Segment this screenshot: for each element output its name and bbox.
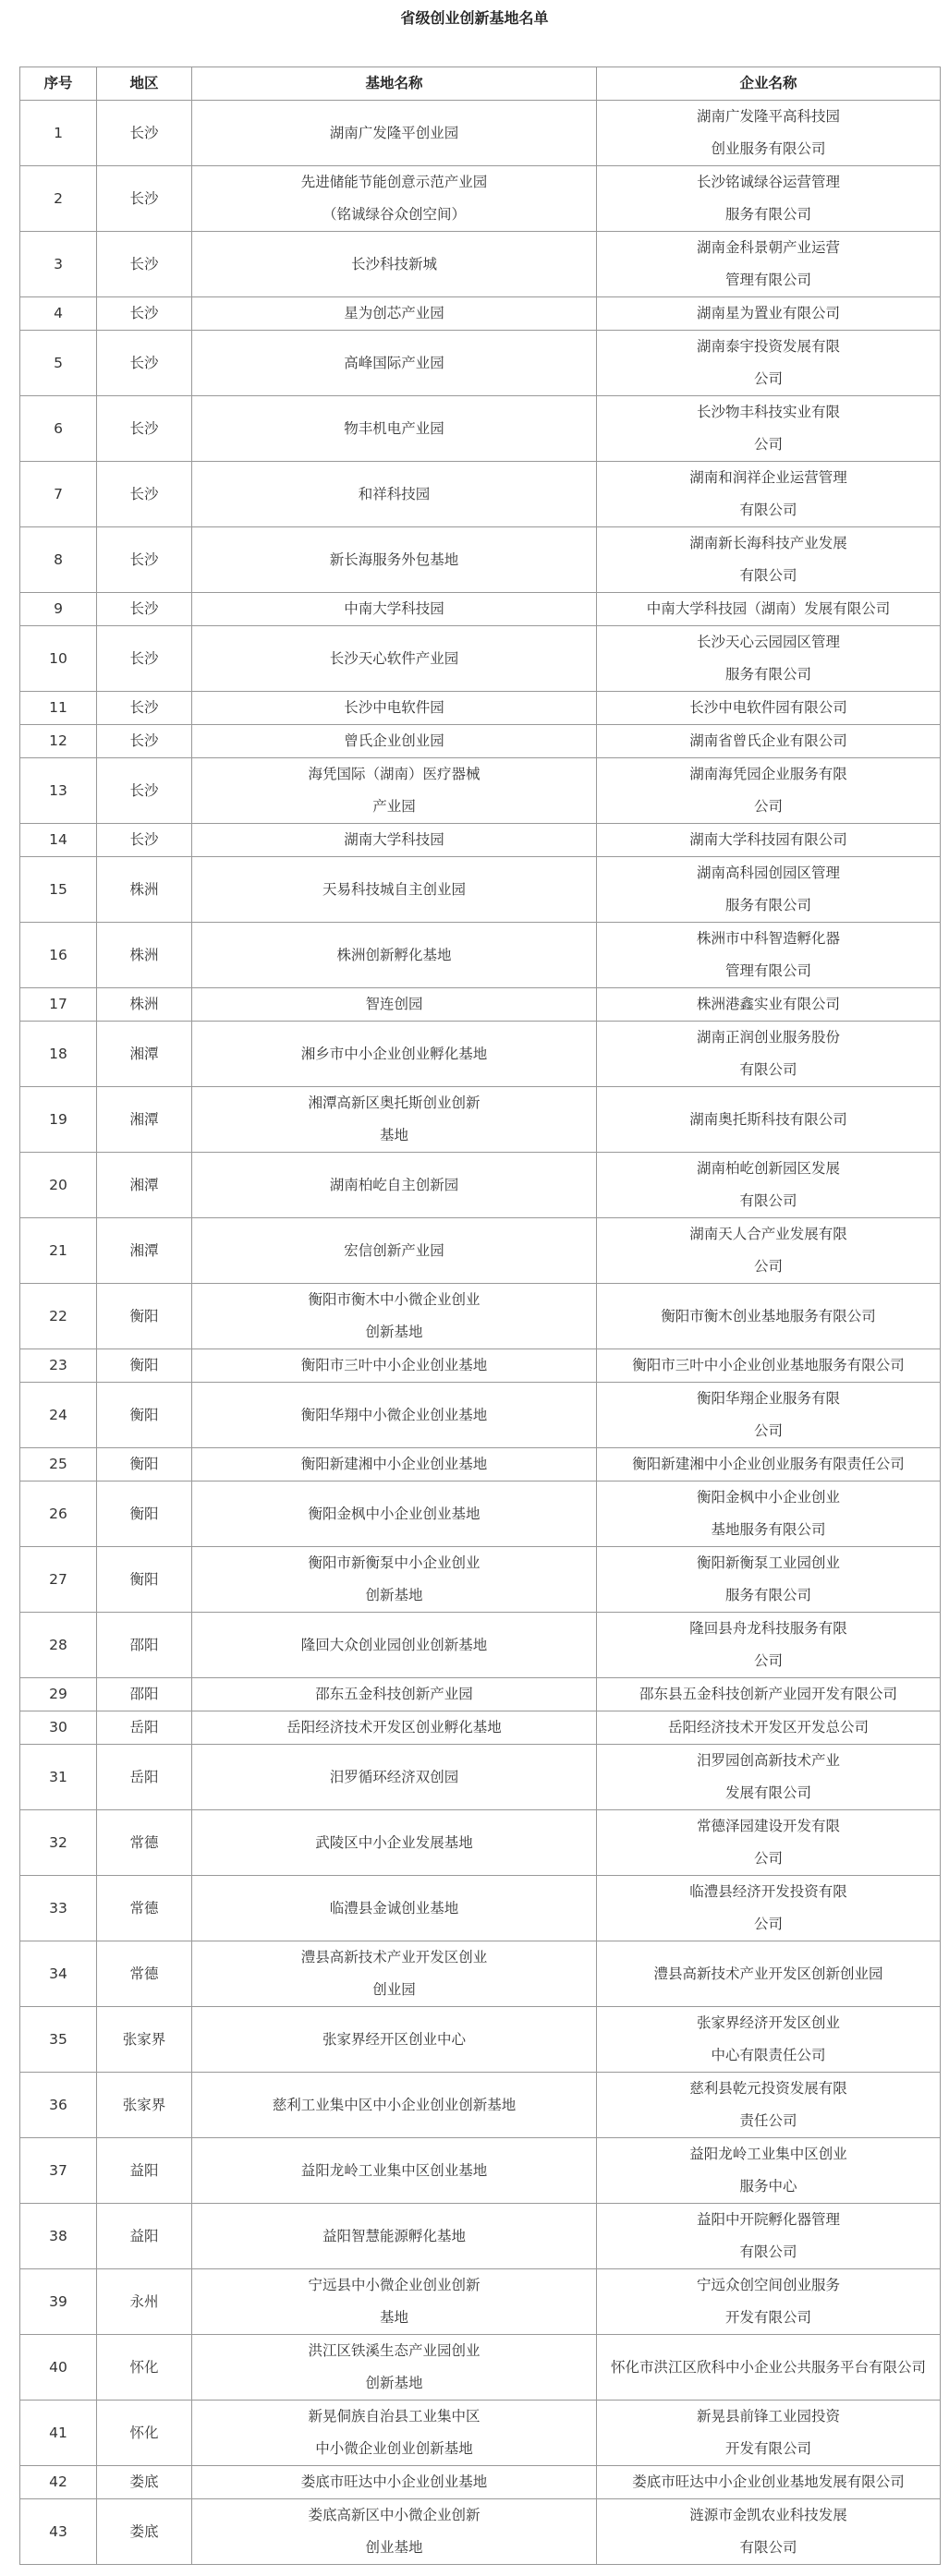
cell-base-name: 娄底市旺达中小企业创业基地 xyxy=(192,2466,597,2499)
table-row xyxy=(20,2466,941,2499)
table-row xyxy=(20,1349,941,1383)
cell-company-name: 湖南奥托斯科技有限公司 xyxy=(597,1087,941,1153)
cell-base-name: 娄底高新区中小微企业创新 创业基地 xyxy=(192,2499,597,2565)
cell-region: 湘潭 xyxy=(97,1087,192,1153)
cell-base-name: 衡阳金枫中小企业创业基地 xyxy=(192,1482,597,1547)
table-row xyxy=(20,725,941,758)
table-row xyxy=(20,857,941,923)
cell-region: 永州 xyxy=(97,2269,192,2335)
cell-base-name: 宁远县中小微企业创业创新 基地 xyxy=(192,2269,597,2335)
table-row xyxy=(20,988,941,1022)
cell-base-name: 中南大学科技园 xyxy=(192,593,597,626)
cell-company-name: 湖南广发隆平高科技园 创业服务有限公司 xyxy=(597,101,941,166)
table-row xyxy=(20,1448,941,1482)
table-row xyxy=(20,1153,941,1218)
table-row xyxy=(20,1218,941,1284)
cell-no: 5 xyxy=(20,331,97,396)
table-row xyxy=(20,2007,941,2073)
cell-region: 长沙 xyxy=(97,166,192,232)
cell-company-name: 湖南泰宇投资发展有限 公司 xyxy=(597,331,941,396)
cell-region: 衡阳 xyxy=(97,1547,192,1613)
cell-region: 长沙 xyxy=(97,824,192,857)
cell-no: 10 xyxy=(20,626,97,692)
cell-no: 28 xyxy=(20,1613,97,1678)
cell-company-name: 张家界经济开发区创业 中心有限责任公司 xyxy=(597,2007,941,2073)
cell-company-name: 株洲市中科智造孵化器 管理有限公司 xyxy=(597,923,941,988)
cell-region: 长沙 xyxy=(97,462,192,527)
cell-region: 湘潭 xyxy=(97,1218,192,1284)
cell-no: 21 xyxy=(20,1218,97,1284)
cell-no: 16 xyxy=(20,923,97,988)
cell-no: 41 xyxy=(20,2401,97,2466)
cell-region: 怀化 xyxy=(97,2401,192,2466)
table-row xyxy=(20,593,941,626)
cell-base-name: 湘乡市中小企业创业孵化基地 xyxy=(192,1022,597,1087)
cell-base-name: 武陵区中小企业发展基地 xyxy=(192,1810,597,1876)
cell-company-name: 邵东县五金科技创新产业园开发有限公司 xyxy=(597,1678,941,1711)
cell-no: 19 xyxy=(20,1087,97,1153)
cell-region: 怀化 xyxy=(97,2335,192,2401)
cell-no: 20 xyxy=(20,1153,97,1218)
cell-company-name: 慈利县乾元投资发展有限 责任公司 xyxy=(597,2073,941,2138)
cell-company-name: 湖南高科园创园区管理 服务有限公司 xyxy=(597,857,941,923)
cell-company-name: 衡阳新衡泵工业园创业 服务有限公司 xyxy=(597,1547,941,1613)
cell-no: 4 xyxy=(20,297,97,331)
cell-no: 35 xyxy=(20,2007,97,2073)
cell-no: 17 xyxy=(20,988,97,1022)
cell-region: 长沙 xyxy=(97,758,192,824)
table-row xyxy=(20,232,941,297)
cell-region: 邵阳 xyxy=(97,1613,192,1678)
cell-no: 23 xyxy=(20,1349,97,1383)
table-row xyxy=(20,527,941,593)
cell-base-name: 湖南广发隆平创业园 xyxy=(192,101,597,166)
cell-no: 43 xyxy=(20,2499,97,2565)
header-no: 序号 xyxy=(20,67,97,101)
cell-no: 24 xyxy=(20,1383,97,1448)
cell-base-name: 新晃侗族自治县工业集中区 中小微企业创业创新基地 xyxy=(192,2401,597,2466)
cell-no: 25 xyxy=(20,1448,97,1482)
cell-company-name: 湖南海凭园企业服务有限 公司 xyxy=(597,758,941,824)
cell-no: 32 xyxy=(20,1810,97,1876)
cell-no: 29 xyxy=(20,1678,97,1711)
cell-base-name: 长沙天心软件产业园 xyxy=(192,626,597,692)
cell-no: 27 xyxy=(20,1547,97,1613)
cell-company-name: 长沙天心云园园区管理 服务有限公司 xyxy=(597,626,941,692)
cell-company-name: 益阳龙岭工业集中区创业 服务中心 xyxy=(597,2138,941,2204)
table-row xyxy=(20,166,941,232)
cell-company-name: 汨罗园创高新技术产业 发展有限公司 xyxy=(597,1745,941,1810)
cell-base-name: 洪江区铁溪生态产业园创业 创新基地 xyxy=(192,2335,597,2401)
page-title: 省级创业创新基地名单 xyxy=(400,9,549,27)
cell-base-name: 衡阳新建湘中小企业创业基地 xyxy=(192,1448,597,1482)
cell-base-name: 澧县高新技术产业开发区创业 创业园 xyxy=(192,1941,597,2007)
cell-company-name: 隆回县舟龙科技服务有限 公司 xyxy=(597,1613,941,1678)
table-row xyxy=(20,396,941,462)
cell-base-name: 长沙中电软件园 xyxy=(192,692,597,725)
cell-region: 娄底 xyxy=(97,2466,192,2499)
cell-region: 张家界 xyxy=(97,2073,192,2138)
cell-region: 株洲 xyxy=(97,988,192,1022)
cell-base-name: 衡阳市三叶中小企业创业基地 xyxy=(192,1349,597,1383)
base-list-table xyxy=(19,67,941,2565)
cell-region: 衡阳 xyxy=(97,1284,192,1349)
table-body xyxy=(20,101,941,2565)
cell-no: 38 xyxy=(20,2204,97,2269)
cell-no: 6 xyxy=(20,396,97,462)
cell-base-name: 智连创园 xyxy=(192,988,597,1022)
cell-base-name: 和祥科技园 xyxy=(192,462,597,527)
cell-company-name: 宁远众创空间创业服务 开发有限公司 xyxy=(597,2269,941,2335)
cell-no: 12 xyxy=(20,725,97,758)
cell-region: 株洲 xyxy=(97,923,192,988)
table-row xyxy=(20,2073,941,2138)
table-row xyxy=(20,1810,941,1876)
cell-company-name: 常德泽园建设开发有限 公司 xyxy=(597,1810,941,1876)
table-header-row xyxy=(20,67,941,101)
table-row xyxy=(20,1678,941,1711)
cell-base-name: 海凭国际（湖南）医疗器械 产业园 xyxy=(192,758,597,824)
cell-region: 长沙 xyxy=(97,232,192,297)
cell-company-name: 临澧县经济开发投资有限 公司 xyxy=(597,1876,941,1941)
cell-company-name: 新晃县前锋工业园投资 开发有限公司 xyxy=(597,2401,941,2466)
cell-no: 3 xyxy=(20,232,97,297)
cell-region: 邵阳 xyxy=(97,1678,192,1711)
cell-region: 常德 xyxy=(97,1941,192,2007)
cell-region: 长沙 xyxy=(97,331,192,396)
cell-no: 37 xyxy=(20,2138,97,2204)
cell-company-name: 涟源市金凯农业科技发展 有限公司 xyxy=(597,2499,941,2565)
cell-base-name: 长沙科技新城 xyxy=(192,232,597,297)
table-row xyxy=(20,2335,941,2401)
cell-no: 26 xyxy=(20,1482,97,1547)
table-row xyxy=(20,2269,941,2335)
cell-company-name: 湖南和润祥企业运营管理 有限公司 xyxy=(597,462,941,527)
cell-company-name: 长沙物丰科技实业有限 公司 xyxy=(597,396,941,462)
cell-base-name: 物丰机电产业园 xyxy=(192,396,597,462)
cell-region: 长沙 xyxy=(97,725,192,758)
table-row xyxy=(20,626,941,692)
cell-base-name: 新长海服务外包基地 xyxy=(192,527,597,593)
cell-company-name: 湖南新长海科技产业发展 有限公司 xyxy=(597,527,941,593)
cell-base-name: 汨罗循环经济双创园 xyxy=(192,1745,597,1810)
cell-company-name: 株洲港鑫实业有限公司 xyxy=(597,988,941,1022)
cell-base-name: 株洲创新孵化基地 xyxy=(192,923,597,988)
cell-base-name: 高峰国际产业园 xyxy=(192,331,597,396)
table-row xyxy=(20,1876,941,1941)
table-row xyxy=(20,1482,941,1547)
cell-no: 13 xyxy=(20,758,97,824)
table-row xyxy=(20,2401,941,2466)
cell-no: 31 xyxy=(20,1745,97,1810)
cell-no: 33 xyxy=(20,1876,97,1941)
cell-no: 18 xyxy=(20,1022,97,1087)
cell-region: 长沙 xyxy=(97,626,192,692)
cell-base-name: 星为创芯产业园 xyxy=(192,297,597,331)
cell-base-name: 湖南柏屹自主创新园 xyxy=(192,1153,597,1218)
table-row xyxy=(20,758,941,824)
cell-no: 39 xyxy=(20,2269,97,2335)
table-row xyxy=(20,1711,941,1745)
cell-region: 长沙 xyxy=(97,297,192,331)
table-row xyxy=(20,2138,941,2204)
table-row xyxy=(20,101,941,166)
table-row xyxy=(20,1941,941,2007)
cell-company-name: 衡阳市三叶中小企业创业基地服务有限公司 xyxy=(597,1349,941,1383)
cell-region: 衡阳 xyxy=(97,1448,192,1482)
cell-base-name: 益阳龙岭工业集中区创业基地 xyxy=(192,2138,597,2204)
cell-company-name: 娄底市旺达中小企业创业基地发展有限公司 xyxy=(597,2466,941,2499)
cell-company-name: 益阳中开院孵化器管理 有限公司 xyxy=(597,2204,941,2269)
cell-no: 9 xyxy=(20,593,97,626)
cell-no: 7 xyxy=(20,462,97,527)
cell-company-name: 长沙铭诚绿谷运营管理 服务有限公司 xyxy=(597,166,941,232)
cell-base-name: 曾氏企业创业园 xyxy=(192,725,597,758)
cell-company-name: 湖南柏屹创新园区发展 有限公司 xyxy=(597,1153,941,1218)
cell-no: 11 xyxy=(20,692,97,725)
cell-base-name: 岳阳经济技术开发区创业孵化基地 xyxy=(192,1711,597,1745)
table-row xyxy=(20,1613,941,1678)
table-row xyxy=(20,923,941,988)
table-row xyxy=(20,1547,941,1613)
cell-no: 22 xyxy=(20,1284,97,1349)
cell-base-name: 邵东五金科技创新产业园 xyxy=(192,1678,597,1711)
cell-region: 衡阳 xyxy=(97,1383,192,1448)
cell-region: 长沙 xyxy=(97,527,192,593)
cell-no: 14 xyxy=(20,824,97,857)
table-row xyxy=(20,2204,941,2269)
header-base-name: 基地名称 xyxy=(192,67,597,101)
table-row xyxy=(20,297,941,331)
cell-base-name: 衡阳华翔中小微企业创业基地 xyxy=(192,1383,597,1448)
cell-no: 36 xyxy=(20,2073,97,2138)
table-row xyxy=(20,462,941,527)
table-row xyxy=(20,1087,941,1153)
cell-region: 益阳 xyxy=(97,2204,192,2269)
cell-company-name: 衡阳新建湘中小企业创业服务有限责任公司 xyxy=(597,1448,941,1482)
table-row xyxy=(20,331,941,396)
cell-company-name: 衡阳金枫中小企业创业 基地服务有限公司 xyxy=(597,1482,941,1547)
cell-company-name: 澧县高新技术产业开发区创新创业园 xyxy=(597,1941,941,2007)
cell-company-name: 湖南星为置业有限公司 xyxy=(597,297,941,331)
cell-region: 岳阳 xyxy=(97,1745,192,1810)
cell-base-name: 衡阳市新衡泵中小企业创业 创新基地 xyxy=(192,1547,597,1613)
cell-base-name: 湖南大学科技园 xyxy=(192,824,597,857)
table-row xyxy=(20,1284,941,1349)
cell-no: 8 xyxy=(20,527,97,593)
cell-region: 常德 xyxy=(97,1876,192,1941)
cell-region: 长沙 xyxy=(97,101,192,166)
cell-region: 常德 xyxy=(97,1810,192,1876)
cell-region: 益阳 xyxy=(97,2138,192,2204)
cell-company-name: 湖南省曾氏企业有限公司 xyxy=(597,725,941,758)
table-row xyxy=(20,1383,941,1448)
cell-region: 娄底 xyxy=(97,2499,192,2565)
cell-region: 湘潭 xyxy=(97,1022,192,1087)
cell-base-name: 临澧县金诚创业基地 xyxy=(192,1876,597,1941)
cell-company-name: 怀化市洪江区欣科中小企业公共服务平台有限公司 xyxy=(597,2335,941,2401)
cell-region: 张家界 xyxy=(97,2007,192,2073)
header-company-name: 企业名称 xyxy=(597,67,941,101)
cell-base-name: 益阳智慧能源孵化基地 xyxy=(192,2204,597,2269)
cell-no: 2 xyxy=(20,166,97,232)
cell-region: 衡阳 xyxy=(97,1349,192,1383)
cell-company-name: 湖南正润创业服务股份 有限公司 xyxy=(597,1022,941,1087)
cell-region: 长沙 xyxy=(97,396,192,462)
cell-base-name: 隆回大众创业园创业创新基地 xyxy=(192,1613,597,1678)
header-region: 地区 xyxy=(97,67,192,101)
cell-company-name: 衡阳市衡木创业基地服务有限公司 xyxy=(597,1284,941,1349)
cell-no: 40 xyxy=(20,2335,97,2401)
cell-base-name: 宏信创新产业园 xyxy=(192,1218,597,1284)
table-row xyxy=(20,824,941,857)
cell-region: 株洲 xyxy=(97,857,192,923)
cell-no: 34 xyxy=(20,1941,97,2007)
cell-base-name: 先进储能节能创意示范产业园 （铭诚绿谷众创空间） xyxy=(192,166,597,232)
cell-base-name: 湘潭高新区奥托斯创业创新 基地 xyxy=(192,1087,597,1153)
table-row xyxy=(20,692,941,725)
cell-no: 30 xyxy=(20,1711,97,1745)
cell-no: 1 xyxy=(20,101,97,166)
cell-region: 长沙 xyxy=(97,593,192,626)
cell-no: 15 xyxy=(20,857,97,923)
cell-base-name: 衡阳市衡木中小微企业创业 创新基地 xyxy=(192,1284,597,1349)
cell-company-name: 岳阳经济技术开发区开发总公司 xyxy=(597,1711,941,1745)
cell-no: 42 xyxy=(20,2466,97,2499)
table-row xyxy=(20,1745,941,1810)
cell-region: 衡阳 xyxy=(97,1482,192,1547)
table-row xyxy=(20,2499,941,2565)
cell-base-name: 慈利工业集中区中小企业创业创新基地 xyxy=(192,2073,597,2138)
cell-region: 湘潭 xyxy=(97,1153,192,1218)
cell-company-name: 中南大学科技园（湖南）发展有限公司 xyxy=(597,593,941,626)
cell-region: 岳阳 xyxy=(97,1711,192,1745)
cell-company-name: 长沙中电软件园有限公司 xyxy=(597,692,941,725)
cell-base-name: 张家界经开区创业中心 xyxy=(192,2007,597,2073)
table-row xyxy=(20,1022,941,1087)
cell-company-name: 湖南金科景朝产业运营 管理有限公司 xyxy=(597,232,941,297)
cell-region: 长沙 xyxy=(97,692,192,725)
cell-company-name: 湖南天人合产业发展有限 公司 xyxy=(597,1218,941,1284)
cell-company-name: 衡阳华翔企业服务有限 公司 xyxy=(597,1383,941,1448)
cell-company-name: 湖南大学科技园有限公司 xyxy=(597,824,941,857)
cell-base-name: 天易科技城自主创业园 xyxy=(192,857,597,923)
